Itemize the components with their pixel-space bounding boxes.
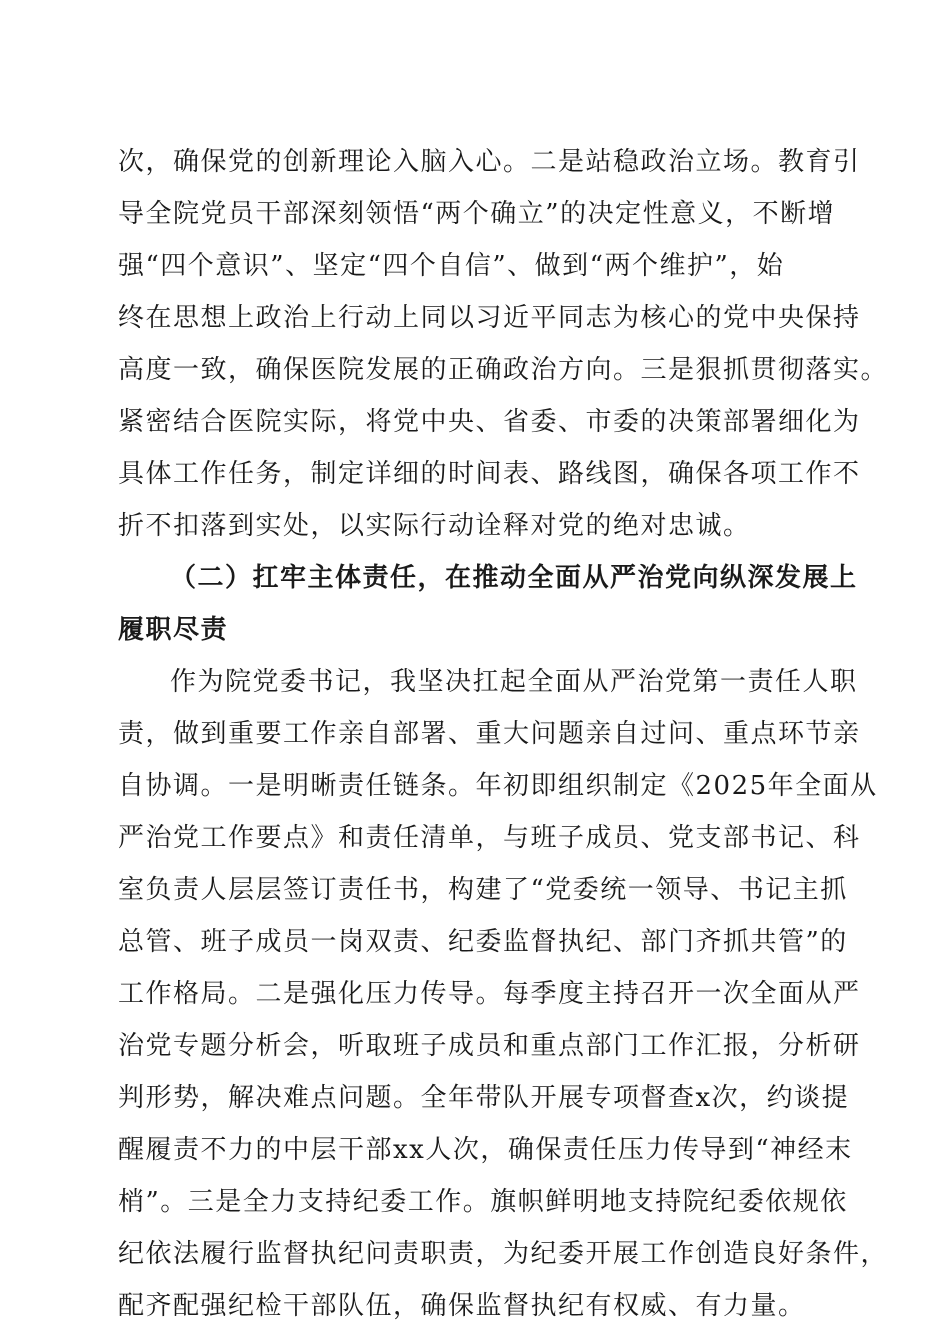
paragraph-1-line-6: 紧密结合医院实际，将党中央、省委、市委的决策部署细化为 (118, 407, 861, 437)
paragraph-2-line-6: 总管、班子成员一岗双责、纪委监督执纪、部门齐抓共管”的 (118, 927, 848, 957)
paragraph-2-line-7: 工作格局。二是强化压力传导。每季度主持召开一次全面从严 (118, 979, 861, 1009)
paragraph-2-line-11: 梢”。三是全力支持纪委工作。旗帜鲜明地支持院纪委依规依 (118, 1187, 848, 1217)
paragraph-2-line-12: 纪依法履行监督执纪问责职责，为纪委开展工作创造良好条件， (118, 1239, 889, 1269)
paragraph-1-line-7: 具体工作任务，制定详细的时间表、路线图，确保各项工作不 (118, 459, 861, 489)
section-heading-line-1: （二）扛牢主体责任，在推动全面从严治党向纵深发展上 (170, 563, 858, 593)
paragraph-1-line-4: 终在思想上政治上行动上同以习近平同志为核心的党中央保持 (118, 303, 861, 333)
paragraph-1-line-2: 导全院党员干部深刻领悟“两个确立”的决定性意义，不断增 (118, 199, 836, 229)
paragraph-2-line-8: 治党专题分析会，听取班子成员和重点部门工作汇报，分析研 (118, 1031, 861, 1061)
paragraph-2-line-13: 配齐配强纪检干部队伍，确保监督执纪有权威、有力量。 (118, 1291, 806, 1321)
paragraph-2-line-2: 责，做到重要工作亲自部署、重大问题亲自过问、重点环节亲 (118, 719, 861, 749)
paragraph-2-line-4: 严治党工作要点》和责任清单，与班子成员、党支部书记、科 (118, 823, 861, 853)
paragraph-2-line-3: 自协调。一是明晰责任链条。年初即组织制定《2025年全面从 (118, 771, 878, 801)
paragraph-2-line-10: 醒履责不力的中层干部xx人次，确保责任压力传导到“神经末 (118, 1135, 853, 1165)
paragraph-1-line-1: 次，确保党的创新理论入脑入心。二是站稳政治立场。教育引 (118, 147, 861, 177)
paragraph-1-line-3: 强“四个意识”、坚定“四个自信”、做到“两个维护”，始 (118, 251, 785, 281)
section-heading-line-2: 履职尽责 (118, 615, 229, 645)
paragraph-2-line-9: 判形势，解决难点问题。全年带队开展专项督查x次，约谈提 (118, 1083, 850, 1113)
paragraph-2-line-1: 作为院党委书记，我坚决扛起全面从严治党第一责任人职 (170, 667, 858, 697)
paragraph-1-line-8: 折不扣落到实处，以实际行动诠释对党的绝对忠诚。 (118, 511, 751, 541)
paragraph-2-line-5: 室负责人层层签订责任书，构建了“党委统一领导、书记主抓 (118, 875, 848, 905)
paragraph-1-line-5: 高度一致，确保医院发展的正确政治方向。三是狠抓贯彻落实。 (118, 355, 889, 385)
